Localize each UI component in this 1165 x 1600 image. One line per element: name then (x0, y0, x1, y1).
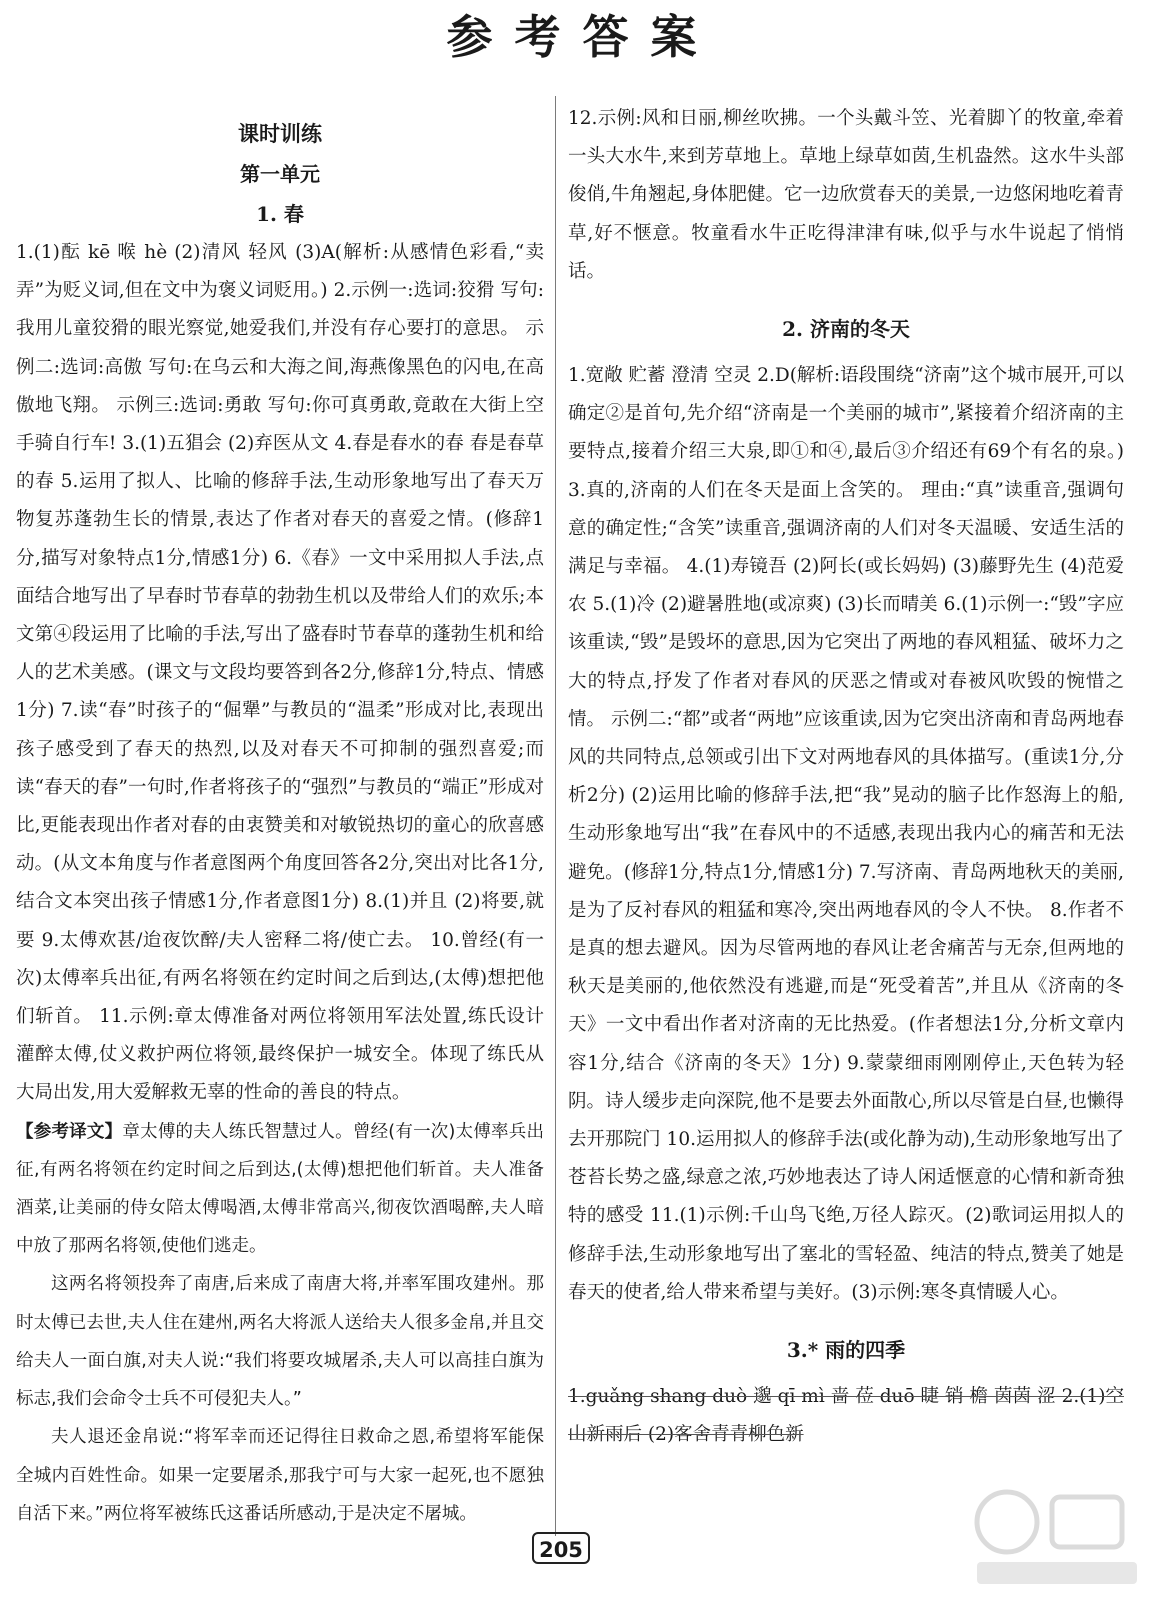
lesson-3-title: 3.* 雨的四季 (786, 1338, 906, 1363)
right-column (568, 100, 1124, 1530)
page-title: 参考答案 (446, 10, 719, 64)
column-divider (555, 96, 556, 1536)
lesson-2-title: 2. 济南的冬天 (782, 317, 910, 342)
translation-tag: 【参考译文】 (16, 1121, 123, 1142)
page-number: 205 (532, 1532, 590, 1564)
section-title: 课时训练 (238, 121, 322, 146)
left-column (16, 100, 544, 1530)
translation-paragraph-3: 夫人退还金帛说:“将军幸而还记得往日救命之恩,希望将军能保全城内百姓性命。如果一定要屠杀,那我宁可与大家一起死,也不愿独自活下来。”两位将军被练氏这番话所感动,于是决定不屠城。 (16, 1427, 544, 1524)
lesson-2-answers: 1.宽敞 贮蓄 澄清 空灵 2.D(解析:语段围绕“济南”这个城市展开,可以确定②是首句,先介绍“济南是一个美丽的城市”,紧接着介绍济南的主要特点,接着介绍三大泉,即①和④,最后③介绍还有69个有名的泉。) 3.真的,济南的人们在冬天是面上含笑的。 理由:“真”读重音,强调句意的确定性;“含笑”读重音,强调济南的人们对冬天温暖、安适生活的满足与幸福。 4.(1)寿镜吾 (2)阿长(或长妈妈) (3)藤野先生 (4)范爱农 5.(1)冷 (2)避暑胜地(或凉爽) (3)长而晴美 6.(1)示例一:“毁”字应该重读,“毁”是毁坏的意思,因为它突出了两地的春风粗猛、破坏力之大的特点,抒发了作者对春风的厌恶之情或对春被风吹毁的惋惜之情。 示例二:“都”或者“两地”应该重读,因为它突出济南和青岛两地春风的共同特点,总领或引出下文对两地春风的具体描写。(重读1分,分析2分) (2)运用比喻的修辞手法,把“我”晃动的脑子比作怒海上的船,生动形象地写出“我”在春风中的不适感,表现出我内心的痛苦和无法避免。(修辞1分,特点1分,情感1分) 7.写济南、青岛两地秋天的美丽,是为了反衬春风的粗猛和寒冷,突出两地春风的令人不快。 8.作者不是真的想去避风。因为尽管两地的春风让老舍痛苦与无奈,但两地的秋天是美丽的,他依然没有逃避,而是“死受着苦”,并且从《济南的冬天》一文中看出作者对济南的无比热爱。(作者想法1分,分析文章内容1分,结合《济南的冬天》1分) 9.蒙蒙细雨刚刚停止,天色转为轻阴。诗人缓步走向深院,他不是要去外面散心,所以尽管是白昼,也懒得去开那院门 10.运用拟人的修辞手法(或化静为动),生动形象地写出了苍苔长势之盛,绿意之浓,巧妙地表达了诗人闲适惬意的心情和新奇独特的感受 11.(1)示例:千山鸟飞绝,万径人踪灭。(2)歌词运用拟人的修辞手法,生动形象地写出了塞北的雪轻盈、纯洁的特点,赞美了她是春天的使者,给人带来希望与美好。(3)示例:寒冬真情暖人心。 (568, 365, 1124, 1303)
translation-paragraph-1 (16, 1113, 544, 1266)
lesson-1-answer-12: 12.示例:风和日丽,柳丝吹拂。一个头戴斗笠、光着脚丫的牧童,牵着一头大水牛,来到芳草地上。草地上绿草如茵,生机盎然。这水牛头部俊俏,牛角翘起,身体肥健。它一边欣赏春天的美景,一边悠闲地吃着青草,好不惬意。牧童看水牛正吃得津津有味,似乎与水牛说起了悄悄话。 (568, 108, 1124, 282)
translation-text-1: 章太傅的夫人练氏智慧过人。曾经(有一次)太傅率兵出征,有两名将领在约定时间之后到达,(太傅)想把他们斩首。夫人准备酒菜,让美丽的侍女陪太傅喝酒,太傅非常高兴,彻夜饮酒喝醉,夫人暗中放了那两名将领,使他们逃走。 (16, 1121, 544, 1257)
unit-title: 第一单元 (240, 162, 320, 186)
watermark-logo-icon (967, 1482, 1147, 1592)
lesson-1-answers: 1.(1)酝 kē 喉 hè (2)清风 轻风 (3)A(解析:从感情色彩看,“卖弄”为贬义词,但在文中为褒义词贬用。) 2.示例一:选词:狡猾 写句:我用儿童狡猾的眼光察觉,她爱我们,并没有存心要打的意思。 示例二:选词:高傲 写句:在乌云和大海之间,海燕像黑色的闪电,在高傲地飞翔。 示例三:选词:勇敢 写句:你可真勇敢,竟敢在大街上空手骑自行车! 3.(1)五猖会 (2)弃医从文 4.春是春水的春 春是春草的春 5.运用了拟人、比喻的修辞手法,生动形象地写出了春天万物复苏蓬勃生长的情景,表达了作者对春天的喜爱之情。(修辞1分,描写对象特点1分,情感1分) 6.《春》一文中采用拟人手法,点面结合地写出了早春时节春草的勃勃生机以及带给人们的欢乐;本文第④段运用了比喻的手法,写出了盛春时节春草的蓬勃生机和给人的艺术美感。(课文与文段均要答到各2分,修辞1分,特点、情感1分) 7.读“春”时孩子的“倔犟”与教员的“温柔”形成对比,表现出孩子感受到了春天的热烈,以及对春天不可抑制的强烈喜爱;而读“春天的春”一句时,作者将孩子的“强烈”与教员的“端正”形成对比,更能表现出作者对春的由衷赞美和对敏锐热切的童心的欣喜感动。(从文本角度与作者意图两个角度回答各2分,突出对比各1分,结合文本突出孩子情感1分,作者意图1分) 8.(1)并且 (2)将要,就要 9.太傅欢甚/迨夜饮醉/夫人密释二将/使亡去。 10.曾经(有一次)太傅率兵出征,有两名将领在约定时间之后到达,(太傅)想把他们斩首。 11.示例:章太傅准备对两位将领用军法处置,练氏设计灌醉太傅,仗义救护两位将领,最终保护一城安全。体现了练氏从大局出发,用大爱解救无辜的性命的善良的特点。 (16, 242, 544, 1104)
lesson-3-answers: 1.guǎng shang duò 邈 qī mì 啬 莅 duō 睫 销 檐 茵茵 涩 2.(1)空山新雨后 (2)客舍青青柳色新 (568, 1386, 1124, 1446)
lesson-title: 1. 春 (256, 202, 304, 226)
translation-paragraph-2: 这两名将领投奔了南唐,后来成了南唐大将,并率军围攻建州。那时太傅已去世,夫人住在建州,两名大将派人送给夫人很多金帛,并且交给夫人一面白旗,对夫人说:“我们将要攻城屠杀,夫人可以高挂白旗为标志,我们会命令士兵不可侵犯夫人。” (16, 1274, 544, 1410)
